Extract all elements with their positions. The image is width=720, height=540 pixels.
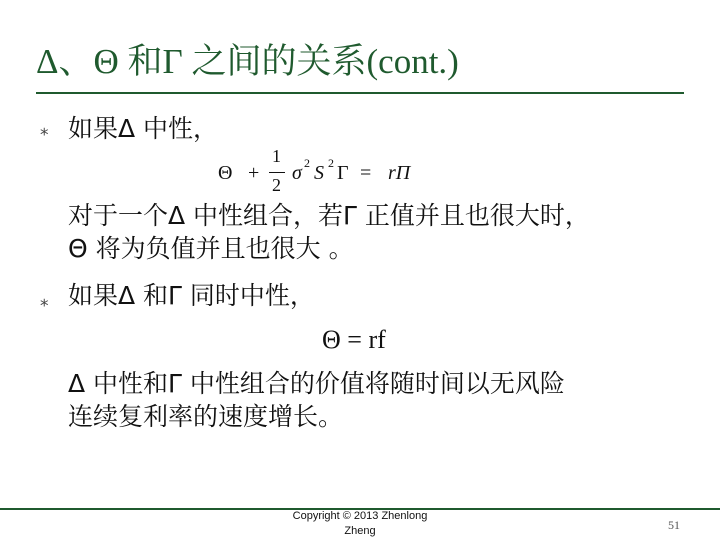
fraction-bar <box>269 172 285 173</box>
copyright-line-2: Zheng <box>344 525 376 537</box>
formula-theta-gamma <box>218 148 458 200</box>
paragraph-2-line-2: 连续复利率的速度增长。 <box>68 402 344 431</box>
formula-numerator: 1 <box>272 146 281 166</box>
formula-S-exp: 2 <box>328 156 334 170</box>
formula-sigma: σ <box>292 162 302 184</box>
formula-denominator: 2 <box>272 175 281 195</box>
formula-theta: Θ <box>218 162 233 184</box>
formula-gamma: Γ <box>337 162 349 184</box>
bullet-marker-1: ⁎ <box>40 120 49 140</box>
page-number: 51 <box>668 518 680 532</box>
formula-sigma-exp: 2 <box>304 156 310 170</box>
formula-plus: + <box>248 162 260 184</box>
copyright-line-1: Copyright © 2013 Zhenlong <box>292 510 428 522</box>
paragraph-1-line-2: Θ 将为负值并且也很大 。 <box>68 234 354 263</box>
paragraph-2-line-1: Δ 中性和Γ 中性组合的价值将随时间以无风险 <box>68 369 565 398</box>
formula-rhs: rΠ <box>388 162 411 184</box>
paragraph-1-line-1: 对于一个Δ 中性组合，若Γ 正值并且也很大时， <box>68 201 590 230</box>
bullet-marker-2: ⁎ <box>40 291 49 311</box>
footer-copyright <box>275 509 445 539</box>
bullet-item-1: 如果Δ 中性， <box>68 114 219 143</box>
title-divider <box>36 92 684 94</box>
formula-S: S <box>314 162 324 184</box>
bullet-item-2: 如果Δ 和Γ 同时中性， <box>68 281 315 310</box>
formula-equals: = <box>360 162 372 184</box>
formula-theta-rf: Θ = rf <box>322 325 386 354</box>
slide-title: Δ、Θ 和Γ 之间的关系(cont.) <box>36 42 459 81</box>
